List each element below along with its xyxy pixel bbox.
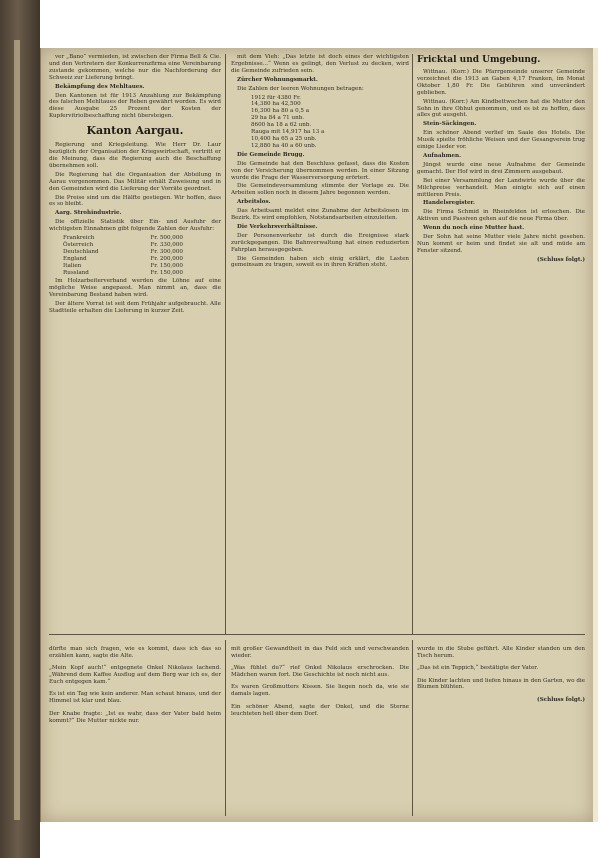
right-subhead3: Handelsregister.	[423, 200, 475, 207]
stats-line: 29 ha 84 a 71 unb.	[251, 115, 305, 122]
left-subhead: Bekämpfung des Mehltaues.	[55, 83, 145, 90]
mid-subhead3: Arbeitslos.	[237, 199, 271, 206]
right-subhead4: Wenn du noch eine Mutter hast.	[423, 225, 525, 232]
left-subhead2: Aarg. Strohindustrie.	[55, 210, 122, 217]
right-subhead2: Aufnahmen.	[423, 152, 462, 159]
column-rule	[412, 54, 413, 634]
mid-intro: mit dem Vieh: „Das letzte ist doch eines der wichtigsten Ergebnisse...“ Wenn es gelingt, den Verlust zu decken, wird die Gemeinde zufrieden sein.	[231, 54, 409, 74]
stats-line: 10,400 ha 65 a 25 unb.	[251, 135, 317, 142]
lower-mid-para4: Ein schöner Abend, sagte der Onkel, und die Sterne leuchteten hell über dem Dorf.	[231, 703, 409, 717]
section-title-aargau: Kanton Aargau.	[86, 124, 184, 138]
column-rule	[225, 640, 226, 816]
country-table	[63, 235, 221, 276]
left-para6: Im Holzarbeiterverband werden die Löhne auf eine mögliche Weise angepasst. Man nimmt an, dass die Vereinbarung Bestand haben wird.	[49, 278, 221, 299]
stats-line: 16,300 ha 80 a 0,5 a	[251, 108, 310, 115]
right-para1: Wittnau. (Korr.) Die Pfarrgemeinde unserer Gemeinde verzeichnet die 1913 an Gaben 4,17 Franken, im Monat Oktober 1,80 Fr. Die Gebühren sind unverändert geblieben.	[417, 69, 585, 96]
stats-line: 8600 ha 18 a 62 unb.	[251, 122, 312, 129]
lower-middle-column	[231, 640, 409, 816]
book-binding	[0, 0, 40, 858]
stats-line: 12,880 ha 40 a 60 unb.	[251, 142, 317, 149]
right-para7: Der Sohn hat seine Mutter viele Jahre nicht gesehen. Nun kommt er heim und findet sie alt und müde am Fenster sitzend.	[417, 234, 585, 254]
country-row: England Fr. 200,000	[63, 255, 183, 262]
right-subhead: Stein-Säckingen.	[423, 121, 477, 128]
left-para3: Die Regierung hat die Organisation der Abteilung in Aarau vorgenommen. Das Militär erhält Zuweisung und in den Gemeinden wird die Lieferung der Vorräte geordnet.	[49, 171, 221, 192]
lower-mid-para2: „Was fühlst du?“ rief Onkel Nikolaus erschrocken. Die Mädchen waren fort. Die Geschichte ist noch nicht aus.	[231, 665, 409, 678]
country-row: Russland Fr. 150,000	[63, 269, 183, 276]
left-para2: Regierung und Kriegsleitung. Wie Herr Dr. Laur bezüglich der Organisation der Kriegswirtschaft, vertritt er die Meinung, dass die Regierung auch die Beschaffung übernehmen soll.	[49, 142, 221, 169]
lower-left-column	[49, 640, 221, 816]
lower-mid-para1: mit großer Gewandtheit in das Feld sich und verschwanden wieder.	[231, 645, 409, 659]
lower-left-para1: dürfte man sich fragen, wie es kommt, dass ich das so erzählen kann, sagte die Alte.	[49, 645, 221, 659]
stats-line: 1912 für 4380 Fr.	[251, 94, 301, 101]
lower-right-para1: wurde in die Stube geführt. Alle Kinder standen um den Tisch herum.	[417, 645, 585, 659]
column-rule	[225, 54, 226, 634]
mid-para2: Die Gemeindeversammlung stimmte der Vorlage zu. Die Arbeiten sollen noch in diesem Jahre begonnen werden.	[231, 183, 409, 197]
lower-left-para3: Es ist ein Tag wie kein anderer. Man schaut hinaus, und der Himmel ist klar und blau.	[49, 691, 221, 705]
lower-right-para3: Die Kinder lachten und liefen hinaus in den Garten, wo die Blumen blühten.	[417, 677, 585, 691]
stats-line: 14,380 ha 42,500	[251, 101, 301, 108]
lower-mid-para3: Es waren Großmutters Kissen. Sie liegen noch da, wie sie damals lagen.	[231, 684, 409, 698]
mid-para4: Der Personenverkehr ist durch die Ereignisse stark zurückgegangen. Die Bahnverwaltung hat einen reduzierten Fahrplan herausgegeben.	[231, 232, 409, 253]
mid-para3: Das Arbeitsamt meldet eine Zunahme der Arbeitslosen im Bezirk. Es wird empfohlen, Notstandsarbeiten einzuleiten.	[231, 208, 409, 222]
country-row: Österreich Fr. 330,000	[63, 241, 183, 248]
right-para4: Jüngst wurde eine neue Aufnahme der Gemeinde gemacht. Der Hof wird in drei Zimmern ausgebaut.	[417, 161, 585, 175]
lower-right-para2: „Das ist ein Teppich,“ bestätigte der Vater.	[417, 665, 539, 671]
lower-left-para4: Der Knabe fragte: „Ist es wahr, dass der Vater bald heim kommt?“ Die Mutter nickte nur.	[49, 710, 221, 724]
right-para2: Wittnau. (Korr.) Am Kindbettwochen hat die Mutter den Sohn in ihre Obhut genommen, und es ist zu hoffen, dass alles gut ausgeht.	[417, 98, 585, 119]
column-rule	[412, 640, 413, 816]
left-para5: Die offizielle Statistik über Ein- und Ausfuhr der wichtigsten Einnahmen gibt folgende Zahlen der Ausfuhr:	[49, 219, 221, 233]
right-para5: Bei einer Versammlung der Landwirte wurde über die Milchpreise verhandelt. Man einigte sich auf einen mittleren Preis.	[417, 177, 585, 198]
newspaper-page	[40, 48, 593, 822]
mid-subhead: Zürcher Wohnungsmarkt.	[237, 76, 318, 83]
right-para3: Ein schöner Abend verlief im Saale des Hotels. Die Musik spielte fröhliche Weisen und der Gesangverein trug einige Lieder vor.	[417, 130, 585, 151]
left-para4: Die Preise sind um die Hälfte gestiegen. Wir hoffen, dass es so bleibt.	[49, 194, 221, 208]
mid-subhead2: Die Gemeinde Brugg.	[237, 151, 305, 158]
right-para6: Die Firma Schmid in Rheinfelden ist erloschen. Die Aktiven und Passiven gehen auf die neue Firma über.	[417, 209, 585, 223]
mid-para5: Die Gemeinden haben sich einig erklärt, die Lasten gemeinsam zu tragen, soweit es in ihren Kräften steht.	[231, 255, 409, 269]
section-title-fricktal: Fricktal und Umgebung.	[417, 55, 541, 65]
stats-list	[251, 95, 409, 150]
binding-stripe	[14, 40, 20, 820]
country-row: Italien Fr. 150,000	[63, 262, 183, 269]
lower-right-column	[417, 640, 585, 816]
lower-right-signature: (Schluss folgt.)	[537, 696, 585, 703]
mid-subhead4: Die Verkehrsverhältnisse.	[237, 223, 318, 230]
mid-intro2: Die Zahlen der leeren Wohnungen betragen:	[237, 85, 364, 92]
left-para1: Den Kantonen ist für 1913 Anzahlung zur Bekämpfung des falschen Mehltaues der Reben gewährt worden. Es wird diese Ausgabe 25 Prozent der Kosten der Kupfervitriolbeschaffung nicht übersteigen.	[49, 92, 221, 120]
country-row: Frankreich Fr. 500,000	[63, 235, 183, 242]
mid-para1: Die Gemeinde hat den Beschluss gefasst, dass die Kosten von der Versicherung übernommen werden. In einer Sitzung wurde die Frage der Wasserversorgung erörtert.	[231, 160, 409, 181]
right-signature: (Schluss folgt.)	[537, 256, 585, 263]
stats-line: Rauga mit 14,917 ha 13 a	[251, 129, 325, 136]
feuilleton-rule	[49, 634, 585, 635]
lower-left-para2: „Mein Kopf auch!“ entgegnete Onkel Nikolaus lachend. „Während dem Kaffee Ausflug auf dem Berg war ich es, der Euch entgegen kam.“	[49, 665, 221, 685]
country-row: Deutschland Fr. 300,000	[63, 248, 183, 255]
left-para7: Der ältere Vorrat ist seit dem Frühjahr aufgebraucht. Alle Stadtteile erhalten die Lieferung in kurzer Zeit.	[49, 301, 221, 315]
left-intro: ver „Bano“ vermieden, ist zwischen der Firma Bell & Cie. und den Vertretern der Konkurrenzfirma eine Vereinbarung zustande gekommen, welche nur die Nachforderung der Schweiz zur Lieferung bringt.	[49, 54, 221, 81]
